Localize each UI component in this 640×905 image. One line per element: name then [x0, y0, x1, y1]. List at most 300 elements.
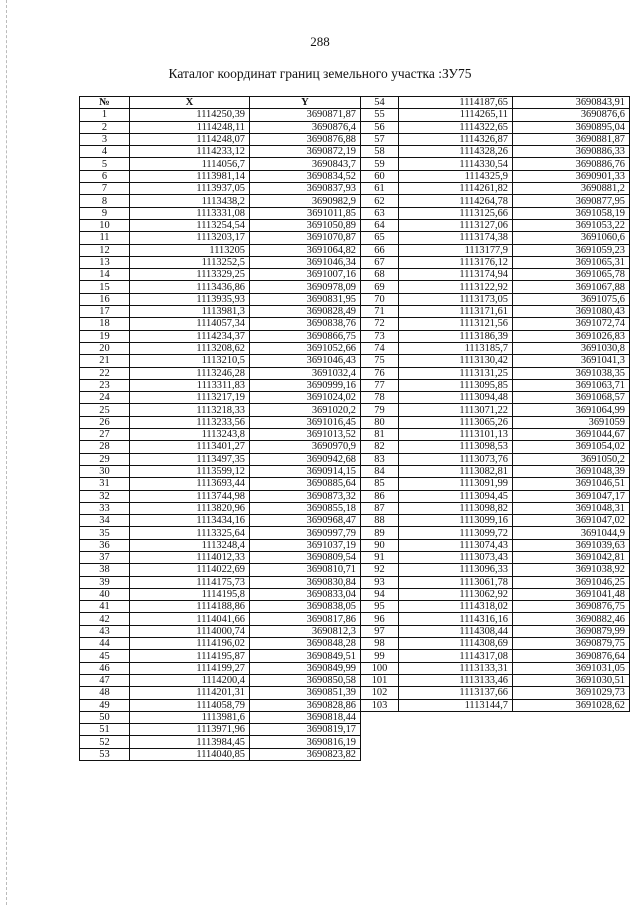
- table-row: [80, 662, 361, 674]
- x-coordinate: 1113074,43: [399, 539, 513, 551]
- x-coordinate: 1113071,22: [399, 404, 513, 416]
- table-row: [80, 465, 361, 477]
- x-coordinate: 1114195,8: [130, 588, 250, 600]
- table-row: [361, 527, 630, 539]
- x-coordinate: 1114000,74: [130, 625, 250, 637]
- point-number: 24: [80, 392, 130, 404]
- point-number: 46: [80, 662, 130, 674]
- point-number: 48: [80, 687, 130, 699]
- table-row: [361, 441, 630, 453]
- x-coordinate: 1113243,8: [130, 429, 250, 441]
- y-coordinate: 3691060,6: [513, 232, 630, 244]
- point-number: 74: [361, 342, 399, 354]
- table-row: [361, 453, 630, 465]
- x-coordinate: 1114330,54: [399, 158, 513, 170]
- y-coordinate: 3691068,57: [513, 392, 630, 404]
- point-number: 9: [80, 207, 130, 219]
- x-coordinate: 1113935,93: [130, 293, 250, 305]
- y-coordinate: 3690881,2: [513, 183, 630, 195]
- x-coordinate: 1114248,07: [130, 133, 250, 145]
- document-title: Каталог координат границ земельного участка :ЗУ75: [168, 66, 472, 81]
- y-coordinate: 3690895,04: [513, 121, 630, 133]
- x-coordinate: 1113233,56: [130, 416, 250, 428]
- table-row: [80, 121, 361, 133]
- x-coordinate: 1113091,99: [399, 478, 513, 490]
- point-number: 47: [80, 674, 130, 686]
- y-coordinate: 3691065,78: [513, 269, 630, 281]
- table-row: [361, 207, 630, 219]
- point-number: 56: [361, 121, 399, 133]
- y-coordinate: 3690848,28: [250, 638, 361, 650]
- point-number: 33: [80, 502, 130, 514]
- y-coordinate: 3691064,82: [250, 244, 361, 256]
- x-coordinate: 1114175,73: [130, 576, 250, 588]
- x-coordinate: 1113127,06: [399, 219, 513, 231]
- table-row: [80, 711, 361, 723]
- x-coordinate: 1113311,83: [130, 379, 250, 391]
- point-number: 45: [80, 650, 130, 662]
- x-coordinate: 1114187,65: [399, 97, 513, 109]
- y-coordinate: 3691030,8: [513, 342, 630, 354]
- point-number: 77: [361, 379, 399, 391]
- point-number: 101: [361, 674, 399, 686]
- table-row: [361, 367, 630, 379]
- x-coordinate: 1113176,12: [399, 256, 513, 268]
- page-number: 288: [310, 34, 330, 49]
- x-coordinate: 1114188,86: [130, 601, 250, 613]
- y-coordinate: 3690876,64: [513, 650, 630, 662]
- x-coordinate: 1113099,16: [399, 515, 513, 527]
- point-number: 54: [361, 97, 399, 109]
- table-row: [361, 687, 630, 699]
- table-row: [80, 724, 361, 736]
- point-number: 62: [361, 195, 399, 207]
- point-number: 79: [361, 404, 399, 416]
- point-number: 73: [361, 330, 399, 342]
- point-number: 28: [80, 441, 130, 453]
- y-coordinate: 3690830,84: [250, 576, 361, 588]
- point-number: 70: [361, 293, 399, 305]
- table-row: [80, 355, 361, 367]
- x-coordinate: 1113101,13: [399, 429, 513, 441]
- point-number: 87: [361, 502, 399, 514]
- table-row: [80, 502, 361, 514]
- x-coordinate: 1114250,39: [130, 109, 250, 121]
- point-number: 84: [361, 465, 399, 477]
- x-coordinate: 1113062,92: [399, 588, 513, 600]
- y-coordinate: 3691075,6: [513, 293, 630, 305]
- y-coordinate: 3690968,47: [250, 515, 361, 527]
- point-number: 59: [361, 158, 399, 170]
- y-coordinate: 3691047,02: [513, 515, 630, 527]
- y-coordinate: 3691044,67: [513, 429, 630, 441]
- y-coordinate: 3691053,22: [513, 219, 630, 231]
- y-coordinate: 3691030,51: [513, 674, 630, 686]
- point-number: 52: [80, 736, 130, 748]
- header-y: Y: [250, 97, 361, 109]
- y-coordinate: 3690970,9: [250, 441, 361, 453]
- y-coordinate: 3691020,2: [250, 404, 361, 416]
- x-coordinate: 1113210,5: [130, 355, 250, 367]
- point-number: 98: [361, 638, 399, 650]
- x-coordinate: 1114058,79: [130, 699, 250, 711]
- y-coordinate: 3690879,75: [513, 638, 630, 650]
- table-row: [80, 441, 361, 453]
- table-row: [361, 97, 630, 109]
- table-row: [361, 109, 630, 121]
- table-row: [80, 404, 361, 416]
- table-row: [361, 416, 630, 428]
- x-coordinate: 1114012,33: [130, 551, 250, 563]
- table-row: [361, 502, 630, 514]
- point-number: 83: [361, 453, 399, 465]
- y-coordinate: 3690879,99: [513, 625, 630, 637]
- x-coordinate: 1114317,08: [399, 650, 513, 662]
- x-coordinate: 1113073,76: [399, 453, 513, 465]
- table-row: [361, 330, 630, 342]
- y-coordinate: 3691058,19: [513, 207, 630, 219]
- point-number: 91: [361, 551, 399, 563]
- point-number: 82: [361, 441, 399, 453]
- x-coordinate: 1113177,9: [399, 244, 513, 256]
- y-coordinate: 3690828,86: [250, 699, 361, 711]
- table-row: [80, 576, 361, 588]
- y-coordinate: 3691046,25: [513, 576, 630, 588]
- table-row: [361, 232, 630, 244]
- point-number: 11: [80, 232, 130, 244]
- table-row: [361, 576, 630, 588]
- y-coordinate: 3690885,64: [250, 478, 361, 490]
- y-coordinate: 3690817,86: [250, 613, 361, 625]
- point-number: 88: [361, 515, 399, 527]
- point-number: 38: [80, 564, 130, 576]
- y-coordinate: 3690849,99: [250, 662, 361, 674]
- table-row: [80, 490, 361, 502]
- point-number: 5: [80, 158, 130, 170]
- table-row: [80, 170, 361, 182]
- y-coordinate: 3690819,17: [250, 724, 361, 736]
- x-coordinate: 1113174,94: [399, 269, 513, 281]
- x-coordinate: 1113744,98: [130, 490, 250, 502]
- x-coordinate: 1113329,25: [130, 269, 250, 281]
- point-number: 71: [361, 306, 399, 318]
- point-number: 3: [80, 133, 130, 145]
- x-coordinate: 1113254,54: [130, 219, 250, 231]
- y-coordinate: 3691042,81: [513, 551, 630, 563]
- table-row: [80, 207, 361, 219]
- y-coordinate: 3691038,92: [513, 564, 630, 576]
- x-coordinate: 1113173,05: [399, 293, 513, 305]
- y-coordinate: 3691024,02: [250, 392, 361, 404]
- point-number: 8: [80, 195, 130, 207]
- y-coordinate: 3691016,45: [250, 416, 361, 428]
- x-coordinate: 1113133,46: [399, 674, 513, 686]
- table-row: [80, 699, 361, 711]
- y-coordinate: 3691013,52: [250, 429, 361, 441]
- y-coordinate: 3690871,87: [250, 109, 361, 121]
- table-row: [361, 564, 630, 576]
- x-coordinate: 1113401,27: [130, 441, 250, 453]
- point-number: 10: [80, 219, 130, 231]
- table-row: [361, 650, 630, 662]
- point-number: 86: [361, 490, 399, 502]
- point-number: 1: [80, 109, 130, 121]
- table-row: [361, 195, 630, 207]
- x-coordinate: 1113122,92: [399, 281, 513, 293]
- y-coordinate: 3690886,33: [513, 146, 630, 158]
- x-coordinate: 1113248,4: [130, 539, 250, 551]
- y-coordinate: 3690849,51: [250, 650, 361, 662]
- x-coordinate: 1113186,39: [399, 330, 513, 342]
- x-coordinate: 1113599,12: [130, 465, 250, 477]
- table-row: [361, 404, 630, 416]
- x-coordinate: 1113438,2: [130, 195, 250, 207]
- table-row: [361, 281, 630, 293]
- point-number: 20: [80, 342, 130, 354]
- y-coordinate: 3690812,3: [250, 625, 361, 637]
- table-row: [80, 748, 361, 760]
- table-row: [80, 281, 361, 293]
- x-coordinate: 1114041,66: [130, 613, 250, 625]
- table-row: [361, 515, 630, 527]
- point-number: 35: [80, 527, 130, 539]
- x-coordinate: 1113137,66: [399, 687, 513, 699]
- point-number: 34: [80, 515, 130, 527]
- point-number: 57: [361, 133, 399, 145]
- point-number: 93: [361, 576, 399, 588]
- point-number: 66: [361, 244, 399, 256]
- y-coordinate: 3690828,49: [250, 306, 361, 318]
- table-row: [361, 478, 630, 490]
- point-number: 23: [80, 379, 130, 391]
- point-number: 44: [80, 638, 130, 650]
- table-row: [361, 429, 630, 441]
- x-coordinate: 1113497,35: [130, 453, 250, 465]
- y-coordinate: 3690816,19: [250, 736, 361, 748]
- x-coordinate: 1113331,08: [130, 207, 250, 219]
- table-row: [361, 293, 630, 305]
- x-coordinate: 1113144,7: [399, 699, 513, 711]
- point-number: 100: [361, 662, 399, 674]
- table-row: [80, 367, 361, 379]
- table-row: [361, 379, 630, 391]
- x-coordinate: 1114248,11: [130, 121, 250, 133]
- x-coordinate: 1113098,53: [399, 441, 513, 453]
- table-row: [80, 429, 361, 441]
- table-row: [80, 478, 361, 490]
- x-coordinate: 1113099,72: [399, 527, 513, 539]
- x-coordinate: 1113121,56: [399, 318, 513, 330]
- x-coordinate: 1113125,66: [399, 207, 513, 219]
- table-row: [80, 638, 361, 650]
- table-row: [80, 564, 361, 576]
- table-row: [361, 588, 630, 600]
- y-coordinate: 3691011,85: [250, 207, 361, 219]
- y-coordinate: 3690843,7: [250, 158, 361, 170]
- table-row: [80, 195, 361, 207]
- point-number: 41: [80, 601, 130, 613]
- y-coordinate: 3690978,09: [250, 281, 361, 293]
- point-number: 29: [80, 453, 130, 465]
- point-number: 4: [80, 146, 130, 158]
- point-number: 17: [80, 306, 130, 318]
- table-row: [80, 453, 361, 465]
- point-number: 67: [361, 256, 399, 268]
- point-number: 58: [361, 146, 399, 158]
- point-number: 65: [361, 232, 399, 244]
- point-number: 18: [80, 318, 130, 330]
- point-number: 31: [80, 478, 130, 490]
- y-coordinate: 3690876,4: [250, 121, 361, 133]
- x-coordinate: 1114234,37: [130, 330, 250, 342]
- table-row: [361, 269, 630, 281]
- x-coordinate: 1114264,78: [399, 195, 513, 207]
- point-number: 14: [80, 269, 130, 281]
- y-coordinate: 3691041,3: [513, 355, 630, 367]
- y-coordinate: 3691037,19: [250, 539, 361, 551]
- table-row: [80, 269, 361, 281]
- x-coordinate: 1113981,3: [130, 306, 250, 318]
- y-coordinate: 3690855,18: [250, 502, 361, 514]
- y-coordinate: 3690834,52: [250, 170, 361, 182]
- x-coordinate: 1114328,26: [399, 146, 513, 158]
- x-coordinate: 1113218,33: [130, 404, 250, 416]
- table-row: [80, 256, 361, 268]
- table-row: [361, 638, 630, 650]
- table-row: [80, 515, 361, 527]
- x-coordinate: 1114233,12: [130, 146, 250, 158]
- x-coordinate: 1114322,65: [399, 121, 513, 133]
- y-coordinate: 3691029,73: [513, 687, 630, 699]
- y-coordinate: 3690901,33: [513, 170, 630, 182]
- y-coordinate: 3691054,02: [513, 441, 630, 453]
- table-row: [80, 674, 361, 686]
- y-coordinate: 3690872,19: [250, 146, 361, 158]
- y-coordinate: 3691007,16: [250, 269, 361, 281]
- x-coordinate: 1113185,7: [399, 342, 513, 354]
- x-coordinate: 1113205: [130, 244, 250, 256]
- point-number: 85: [361, 478, 399, 490]
- table-row: [80, 306, 361, 318]
- table-row: [361, 146, 630, 158]
- point-number: 36: [80, 539, 130, 551]
- y-coordinate: 3690838,76: [250, 318, 361, 330]
- y-coordinate: 3691046,34: [250, 256, 361, 268]
- table-row: [361, 613, 630, 625]
- table-row: [80, 392, 361, 404]
- x-coordinate: 1114196,02: [130, 638, 250, 650]
- y-coordinate: 3690914,15: [250, 465, 361, 477]
- x-coordinate: 1113981,6: [130, 711, 250, 723]
- y-coordinate: 3691072,74: [513, 318, 630, 330]
- x-coordinate: 1113174,38: [399, 232, 513, 244]
- x-coordinate: 1113096,33: [399, 564, 513, 576]
- y-coordinate: 3690851,39: [250, 687, 361, 699]
- x-coordinate: 1114056,7: [130, 158, 250, 170]
- x-coordinate: 1113434,16: [130, 515, 250, 527]
- table-row: [80, 158, 361, 170]
- table-row: [361, 490, 630, 502]
- y-coordinate: 3691067,88: [513, 281, 630, 293]
- y-coordinate: 3691080,43: [513, 306, 630, 318]
- table-row: [361, 219, 630, 231]
- x-coordinate: 1113937,05: [130, 183, 250, 195]
- x-coordinate: 1113073,43: [399, 551, 513, 563]
- y-coordinate: 3691063,71: [513, 379, 630, 391]
- y-coordinate: 3691048,31: [513, 502, 630, 514]
- table-row: [80, 318, 361, 330]
- x-coordinate: 1113325,64: [130, 527, 250, 539]
- x-coordinate: 1113082,81: [399, 465, 513, 477]
- point-number: 32: [80, 490, 130, 502]
- y-coordinate: 3691044,9: [513, 527, 630, 539]
- table-row: [361, 318, 630, 330]
- table-row: [80, 650, 361, 662]
- y-coordinate: 3691046,43: [250, 355, 361, 367]
- point-number: 60: [361, 170, 399, 182]
- y-coordinate: 3690982,9: [250, 195, 361, 207]
- point-number: 102: [361, 687, 399, 699]
- y-coordinate: 3690810,71: [250, 564, 361, 576]
- point-number: 12: [80, 244, 130, 256]
- x-coordinate: 1113065,26: [399, 416, 513, 428]
- x-coordinate: 1113984,45: [130, 736, 250, 748]
- table-row: [361, 256, 630, 268]
- table-row: [361, 625, 630, 637]
- x-coordinate: 1114057,34: [130, 318, 250, 330]
- point-number: 15: [80, 281, 130, 293]
- y-coordinate: 3691032,4: [250, 367, 361, 379]
- y-coordinate: 3690877,95: [513, 195, 630, 207]
- point-number: 61: [361, 183, 399, 195]
- table-row: [361, 699, 630, 711]
- point-number: 81: [361, 429, 399, 441]
- x-coordinate: 1113094,45: [399, 490, 513, 502]
- y-coordinate: 3690850,58: [250, 674, 361, 686]
- point-number: 76: [361, 367, 399, 379]
- table-row: [361, 170, 630, 182]
- table-row: [80, 551, 361, 563]
- point-number: 53: [80, 748, 130, 760]
- table-row: [80, 539, 361, 551]
- x-coordinate: 1113095,85: [399, 379, 513, 391]
- y-coordinate: 3690882,46: [513, 613, 630, 625]
- table-row: [80, 613, 361, 625]
- point-number: 94: [361, 588, 399, 600]
- y-coordinate: 3691031,05: [513, 662, 630, 674]
- table-row: [361, 674, 630, 686]
- table-row: [80, 146, 361, 158]
- table-row: [80, 330, 361, 342]
- y-coordinate: 3690886,76: [513, 158, 630, 170]
- point-number: 39: [80, 576, 130, 588]
- table-row: [80, 133, 361, 145]
- point-number: 69: [361, 281, 399, 293]
- y-coordinate: 3691059,23: [513, 244, 630, 256]
- y-coordinate: 3690809,54: [250, 551, 361, 563]
- y-coordinate: 3690942,68: [250, 453, 361, 465]
- x-coordinate: 1113094,48: [399, 392, 513, 404]
- y-coordinate: 3690833,04: [250, 588, 361, 600]
- point-number: 95: [361, 601, 399, 613]
- y-coordinate: 3691059: [513, 416, 630, 428]
- point-number: 80: [361, 416, 399, 428]
- x-coordinate: 1114308,69: [399, 638, 513, 650]
- y-coordinate: 3690818,44: [250, 711, 361, 723]
- y-coordinate: 3690831,95: [250, 293, 361, 305]
- x-coordinate: 1113217,19: [130, 392, 250, 404]
- y-coordinate: 3691046,51: [513, 478, 630, 490]
